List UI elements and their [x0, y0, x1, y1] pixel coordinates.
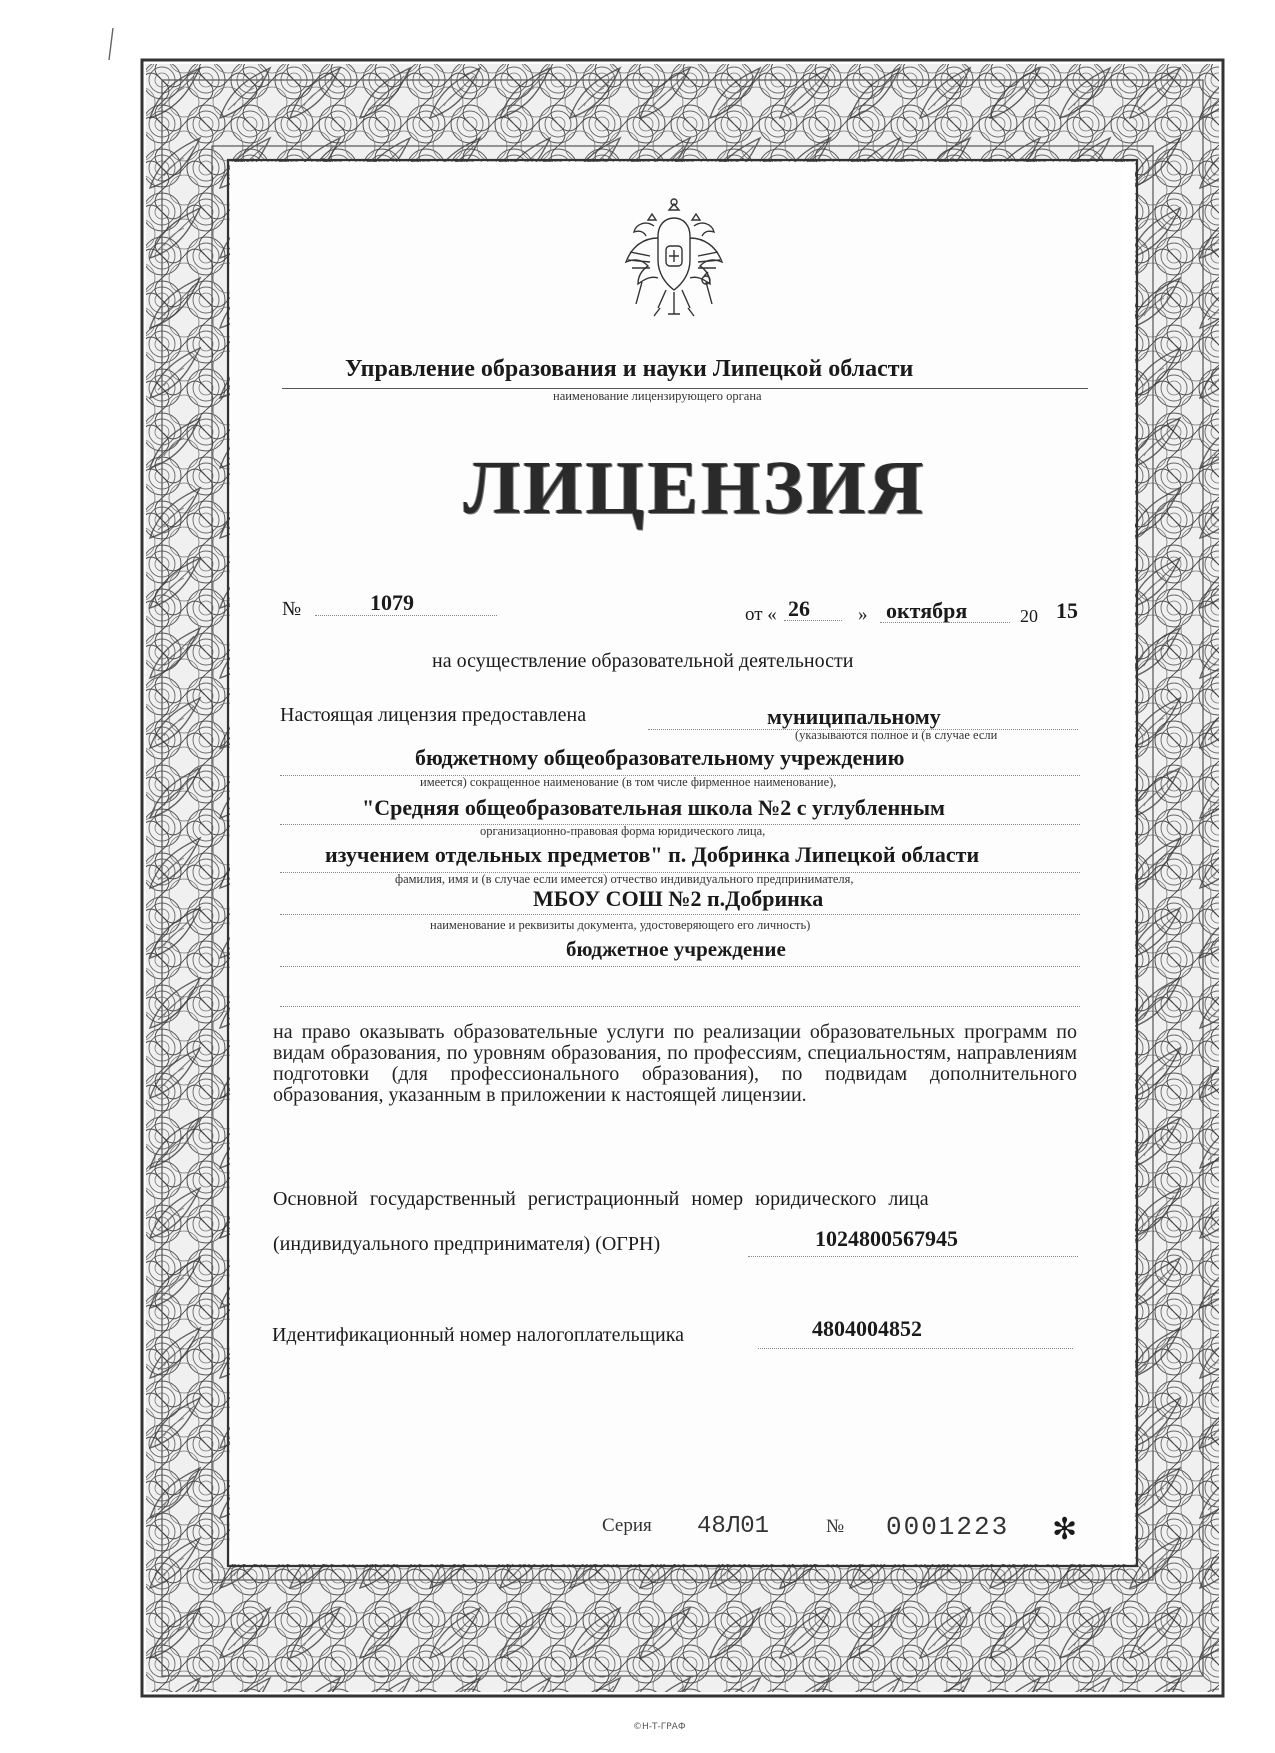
pen-mark: [108, 28, 114, 60]
inn-label: Идентификационный номер налогоплательщика: [272, 1324, 685, 1346]
issuing-authority: Управление образования и науки Липецкой области: [345, 356, 914, 382]
ogrn-label-line-2: (индивидуального предпринимателя) (ОГРН): [273, 1233, 661, 1255]
holder-rule-7: [280, 1006, 1080, 1007]
date-day: 26: [788, 596, 810, 621]
series-value: 48Л01: [697, 1513, 770, 1540]
holder-line-3: "Средняя общеобразовательная школа №2 с углубленным: [362, 795, 945, 820]
number-underline: [315, 615, 497, 616]
authority-caption: наименование лицензирующего органа: [553, 389, 762, 403]
holder-line-1: муниципальному: [767, 704, 941, 729]
date-year-suffix: 15: [1056, 598, 1078, 623]
holder-rule-5: [280, 914, 1080, 915]
ogrn-label-line-1: Основной государственный регистрационный номер юридического лица: [273, 1188, 929, 1210]
rights-paragraph: на право оказывать образовательные услуги по реализации образовательных программ по видам образования, по уровням образования, по профессиям, специальностям, направлениям подготовки (для профессионального образования), по подвидам дополнительного образования, указанным в приложении к настоящей лицензии.: [273, 1021, 1077, 1106]
month-underline: [880, 622, 1010, 623]
holder-rule-6: [280, 966, 1080, 967]
document-title: ЛИЦЕНЗИЯ: [463, 446, 927, 530]
day-underline: [784, 620, 842, 621]
holder-line-4: изучением отдельных предметов" п. Добринка Липецкой области: [325, 842, 980, 867]
double-headed-eagle-icon: [622, 196, 726, 328]
ogrn-underline: [748, 1256, 1078, 1257]
printer-mark: ©Н-Т-ГРАФ: [633, 1722, 686, 1732]
blank-star-mark: ✻: [1052, 1513, 1078, 1546]
date-year-prefix: 20: [1020, 606, 1038, 626]
holder-line-2: бюджетному общеобразовательному учреждению: [415, 745, 905, 770]
caption-2: имеется) сокращенное наименование (в том числе фирменное наименование),: [420, 775, 837, 789]
blank-number: 0001223: [886, 1512, 1010, 1542]
holder-legal-form: бюджетное учреждение: [566, 937, 786, 961]
date-from-label: от «: [745, 604, 777, 625]
series-label: Серия: [602, 1515, 652, 1536]
caption-5: наименование и реквизиты документа, удостоверяющего его личность): [430, 918, 811, 932]
caption-1: (указываются полное и (в случае если: [795, 728, 998, 742]
holder-short-name: МБОУ СОШ №2 п.Добринка: [533, 886, 824, 911]
ogrn-value: 1024800567945: [815, 1226, 958, 1251]
caption-3: организационно-правовая форма юридического лица,: [480, 824, 766, 838]
number-label: №: [282, 598, 302, 620]
caption-4: фамилия, имя и (в случае если имеется) отчество индивидуального предпринимателя,: [395, 872, 854, 886]
date-month: октября: [886, 598, 968, 623]
date-quote-close: »: [858, 604, 868, 625]
granted-label: Настоящая лицензия предоставлена: [280, 704, 587, 726]
inn-underline: [758, 1348, 1073, 1349]
inn-value: 4804004852: [812, 1316, 922, 1341]
blank-number-label: №: [826, 1516, 845, 1537]
license-number: 1079: [370, 590, 414, 615]
activity-line: на осуществление образовательной деятельности: [432, 650, 854, 672]
